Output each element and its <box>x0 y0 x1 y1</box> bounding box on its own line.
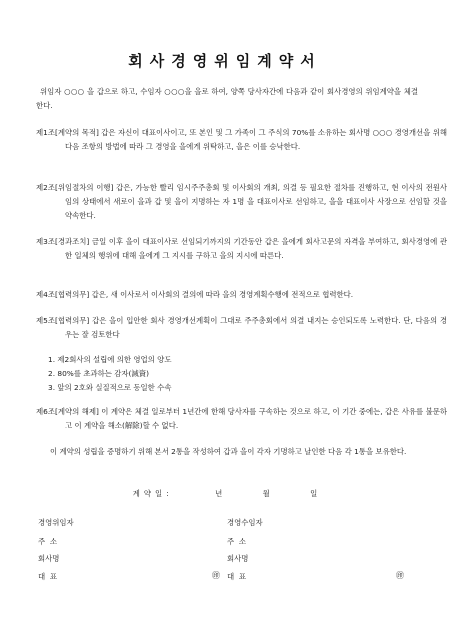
delegatee-seal-mark: ㊞ <box>396 571 404 580</box>
article-5: 제5조[협력의무] 갑은 을이 입안한 회사 경영개선계획이 그대로 주주총회에서 의결 내지는 승인되도록 노력한다. 단, 다음의 경우는 잘 검토한다 <box>36 316 447 339</box>
delegatee-label: 경영수임자 <box>227 518 263 527</box>
date-year: 년 <box>215 489 223 498</box>
exception-list <box>48 353 171 395</box>
delegator-rep-label: 대 표 <box>38 572 57 581</box>
article-4: 제4조[협력의무] 갑은, 새 이사로서 이사회의 결의에 따라 을의 경영계획수행에 전적으로 협력한다. <box>36 290 354 299</box>
delegator-seal-mark: ㊞ <box>212 571 220 580</box>
article-1: 제1조[계약의 목적] 갑은 자신이 대표이사이고, 또 본인 및 그 가족이 그 주식의 70%를 소유하는 회사명 ○○○ 경영개선을 위해 다음 조항의 방법에 따라 그 경영을 을에게 위탁하고, 을은 이를 승낙한다. <box>36 128 447 151</box>
delegatee-address-label: 주 소 <box>227 537 246 546</box>
closing-paragraph: 이 계약의 성립을 증명하기 위해 본서 2통을 작성하여 갑과 을이 각자 기명하고 날인한 다음 각 1통을 보유한다. <box>50 447 407 456</box>
date-month: 월 <box>262 489 270 498</box>
contract-date <box>0 487 450 501</box>
delegatee-company-label: 회사명 <box>227 554 249 563</box>
delegatee-rep-label: 대 표 <box>227 572 246 581</box>
delegator-company-label: 회사명 <box>38 554 60 563</box>
article-2: 제2조[위임절차의 이행] 갑은, 가능한 빨리 임시주주총회 및 이사회의 개최, 의결 등 필요한 절차를 진행하고, 현 이사의 전원사임의 상태에서 새로이 을과 갑 및 을이 지명하는 자 1명 을 대표이사로 선임하고, 을을 대표이사 사장으로 선임할 것을 약속한다. <box>36 183 447 220</box>
article-3: 제3조[경과조치] 금일 이후 을이 대표이사로 선임되기까지의 기간동안 갑은 을에게 회사고문의 자격을 부여하고, 회사경영에 관한 일체의 행위에 대해 을에게 그 지시를 구하고 을의 지시에 따른다. <box>36 237 447 260</box>
date-day: 일 <box>310 489 318 498</box>
date-label: 계약일: <box>132 489 173 498</box>
delegator-address-label: 주 소 <box>38 537 57 546</box>
delegator-label: 경영위임자 <box>38 518 74 527</box>
list-item: 2. 80%를 초과하는 감자(減資) <box>48 369 150 378</box>
intro-paragraph: 위임자 ○○○ 을 갑으로 하고, 수임자 ○○○을 을로 하여, 양쪽 당사자간에 다음과 같이 회사경영의 위임계약을 체결한다. <box>36 87 418 110</box>
document-title: 회사경영위임계약서 <box>128 52 322 70</box>
article-6: 제6조[계약의 해제] 이 계약은 체결 일로부터 1년간에 한해 당사자를 구속하는 것으로 하고, 이 기간 중에는, 갑은 사유를 불문하고 이 계약을 해소(解除)할 수 없다. <box>36 407 447 430</box>
list-item: 1. 제2회사의 설립에 의한 영업의 양도 <box>48 355 172 364</box>
list-item: 3. 앞의 2호와 실질적으로 동일한 수속 <box>48 383 172 392</box>
